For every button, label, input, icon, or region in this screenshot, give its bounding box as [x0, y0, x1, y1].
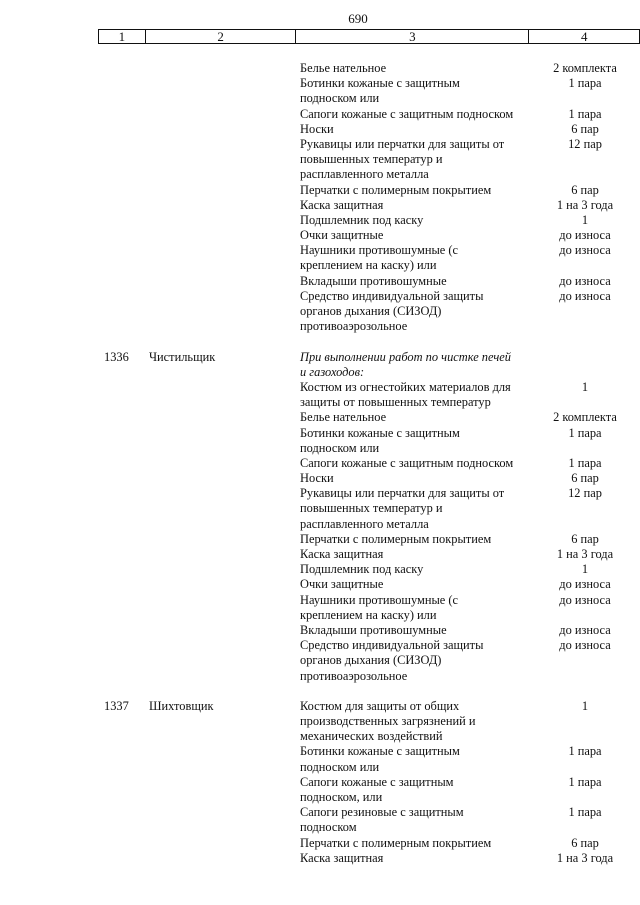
list-item [0, 669, 640, 684]
list-item [0, 213, 640, 228]
ppe-quantity: 1 [581, 379, 589, 394]
profession-number: 1336 [104, 349, 129, 364]
ppe-quantity: 1 пара [568, 805, 602, 820]
ppe-quantity: 1 пара [568, 455, 602, 470]
list-item [0, 426, 640, 441]
list-item [0, 319, 640, 334]
list-item [0, 805, 640, 820]
profession-number: 1337 [104, 698, 129, 713]
column-header-4: 4 [529, 30, 640, 44]
ppe-item: производственных загрязнений и [300, 714, 476, 729]
list-item [0, 820, 640, 835]
ppe-item: подноском или [300, 759, 380, 774]
list-item [0, 289, 640, 304]
profession-name: Шихтовщик [149, 698, 214, 713]
ppe-item: повышенных температур и [300, 152, 443, 167]
ppe-item: Перчатки с полимерным покрытием [300, 182, 492, 197]
ppe-item: Каска защитная [300, 547, 384, 561]
ppe-item: Подшлемник под каску [300, 562, 424, 577]
list-item [0, 623, 640, 638]
ppe-item: Белье нательное [300, 61, 387, 75]
ppe-item: креплением на каску) или [300, 607, 437, 622]
ppe-quantity: до износа [559, 577, 611, 592]
ppe-quantity: до износа [559, 228, 611, 243]
list-item [0, 137, 640, 152]
ppe-quantity: 1 на 3 года [556, 197, 614, 212]
list-item [0, 471, 640, 486]
ppe-item: расплавленного металла [300, 516, 429, 531]
list-item [0, 501, 640, 516]
ppe-quantity: 1 [581, 212, 589, 227]
ppe-item: Сапоги резиновые с защитным [300, 805, 464, 820]
list-item [0, 775, 640, 790]
ppe-quantity: до износа [559, 622, 611, 637]
ppe-item: Ботинки кожаные с защитным [300, 744, 460, 759]
list-item [0, 198, 640, 213]
list-item [0, 410, 640, 425]
list-item [0, 365, 640, 380]
list-item [0, 167, 640, 182]
column-header-2: 2 [145, 30, 295, 44]
profession-name: Чистильщик [149, 349, 216, 364]
ppe-quantity: 6 пар [571, 182, 599, 197]
ppe-quantity: до износа [559, 243, 611, 258]
ppe-item: Сапоги кожаные с защитным [300, 774, 454, 789]
list-item [0, 61, 640, 76]
list-item [0, 456, 640, 471]
list-item [0, 562, 640, 577]
ppe-item: При выполнении работ по чистке печей [300, 349, 511, 364]
ppe-item: Белье нательное [300, 410, 387, 425]
ppe-item: Ботинки кожаные с защитным [300, 76, 460, 91]
list-item [0, 744, 640, 759]
ppe-quantity: 12 пар [568, 136, 602, 151]
ppe-quantity: 1 пара [568, 106, 602, 121]
list-item [0, 608, 640, 623]
column-header-1: 1 [99, 30, 146, 44]
list-item [0, 836, 640, 851]
ppe-item: Наушники противошумные (с [300, 243, 459, 258]
ppe-quantity: 6 пар [571, 471, 599, 486]
ppe-item: подноском или [300, 91, 380, 106]
ppe-item: Носки [300, 471, 334, 486]
list-item [0, 547, 640, 562]
ppe-quantity: 1 пара [568, 425, 602, 440]
ppe-quantity: 1 пара [568, 744, 602, 759]
list-item [0, 486, 640, 501]
list-item [0, 228, 640, 243]
ppe-item: Сапоги кожаные с защитным подноском [300, 455, 514, 470]
ppe-quantity: 6 пар [571, 531, 599, 546]
list-item [0, 304, 640, 319]
ppe-item: противоаэрозольное [300, 668, 408, 683]
list-item [0, 122, 640, 137]
section-spacer [0, 684, 640, 699]
list-item [0, 258, 640, 273]
ppe-item: Костюм для защиты от общих [300, 698, 460, 713]
ppe-item: подноском [300, 820, 357, 835]
ppe-item: Перчатки с полимерным покрытием [300, 531, 492, 546]
norms-list [0, 61, 640, 866]
ppe-item: подноском, или [300, 790, 383, 804]
ppe-item: Вкладыши противошумные [300, 622, 447, 637]
ppe-item: противоаэрозольное [300, 319, 408, 334]
list-item [0, 790, 640, 805]
list-item [0, 152, 640, 167]
ppe-item: Сапоги кожаные с защитным подноском [300, 106, 514, 121]
ppe-quantity: 12 пар [568, 486, 602, 501]
ppe-item: креплением на каску) или [300, 258, 437, 273]
ppe-item: органов дыхания (СИЗОД) [300, 653, 442, 668]
ppe-quantity: 2 комплекта [553, 410, 617, 425]
ppe-quantity: 2 комплекта [553, 61, 617, 75]
list-item [0, 593, 640, 608]
ppe-quantity: до износа [559, 273, 611, 288]
ppe-quantity: 1 [581, 562, 589, 577]
ppe-item: защиты от повышенных температур [300, 395, 491, 410]
ppe-item: Ботинки кожаные с защитным [300, 425, 460, 440]
list-item [0, 107, 640, 122]
ppe-item: повышенных температур и [300, 501, 443, 516]
list-item [0, 243, 640, 258]
ppe-quantity: до износа [559, 592, 611, 607]
ppe-quantity: 1 на 3 года [556, 850, 614, 865]
page-number: 690 [348, 11, 368, 26]
ppe-item: механических воздействий [300, 729, 443, 744]
ppe-item: органов дыхания (СИЗОД) [300, 304, 442, 318]
ppe-item: Каска защитная [300, 197, 384, 212]
ppe-item: Наушники противошумные (с [300, 592, 459, 607]
ppe-quantity: 1 на 3 года [556, 547, 614, 561]
ppe-quantity: 1 пара [568, 774, 602, 789]
list-item [0, 380, 640, 395]
ppe-item: Очки защитные [300, 228, 384, 243]
list-item [0, 395, 640, 410]
ppe-item: Рукавицы или перчатки для защиты от [300, 136, 505, 151]
list-item [0, 577, 640, 592]
ppe-quantity: до износа [559, 288, 611, 303]
ppe-item: Вкладыши противошумные [300, 273, 447, 288]
ppe-item: Перчатки с полимерным покрытием [300, 835, 492, 850]
ppe-item: Носки [300, 121, 334, 136]
ppe-item: подноском или [300, 440, 380, 455]
list-item [0, 441, 640, 456]
ppe-quantity: 6 пар [571, 835, 599, 850]
list-item [0, 91, 640, 106]
list-item [0, 760, 640, 775]
list-item [0, 851, 640, 866]
list-item [0, 76, 640, 91]
ppe-quantity: 1 [581, 698, 589, 713]
ppe-item: Средство индивидуальной защиты [300, 288, 484, 303]
list-item [0, 517, 640, 532]
list-item [0, 183, 640, 198]
ppe-quantity: до износа [559, 638, 611, 653]
ppe-quantity: 1 пара [568, 76, 602, 91]
list-item [0, 729, 640, 744]
ppe-item: Рукавицы или перчатки для защиты от [300, 486, 505, 501]
column-header-row [99, 30, 640, 44]
list-item [0, 532, 640, 547]
list-item [0, 699, 640, 714]
ppe-item: расплавленного металла [300, 167, 429, 182]
ppe-item: Каска защитная [300, 850, 384, 865]
list-item [0, 350, 640, 365]
column-header-3: 3 [296, 30, 529, 44]
list-item [0, 653, 640, 668]
ppe-quantity: 6 пар [571, 121, 599, 136]
ppe-item: и газоходов: [300, 364, 365, 379]
section-spacer [0, 334, 640, 349]
ppe-item: Костюм из огнестойких материалов для [300, 379, 511, 394]
list-item [0, 714, 640, 729]
ppe-item: Подшлемник под каску [300, 212, 424, 227]
ppe-item: Очки защитные [300, 577, 384, 592]
list-item [0, 274, 640, 289]
ppe-item: Средство индивидуальной защиты [300, 638, 484, 653]
list-item [0, 638, 640, 653]
column-header-table [98, 29, 640, 44]
